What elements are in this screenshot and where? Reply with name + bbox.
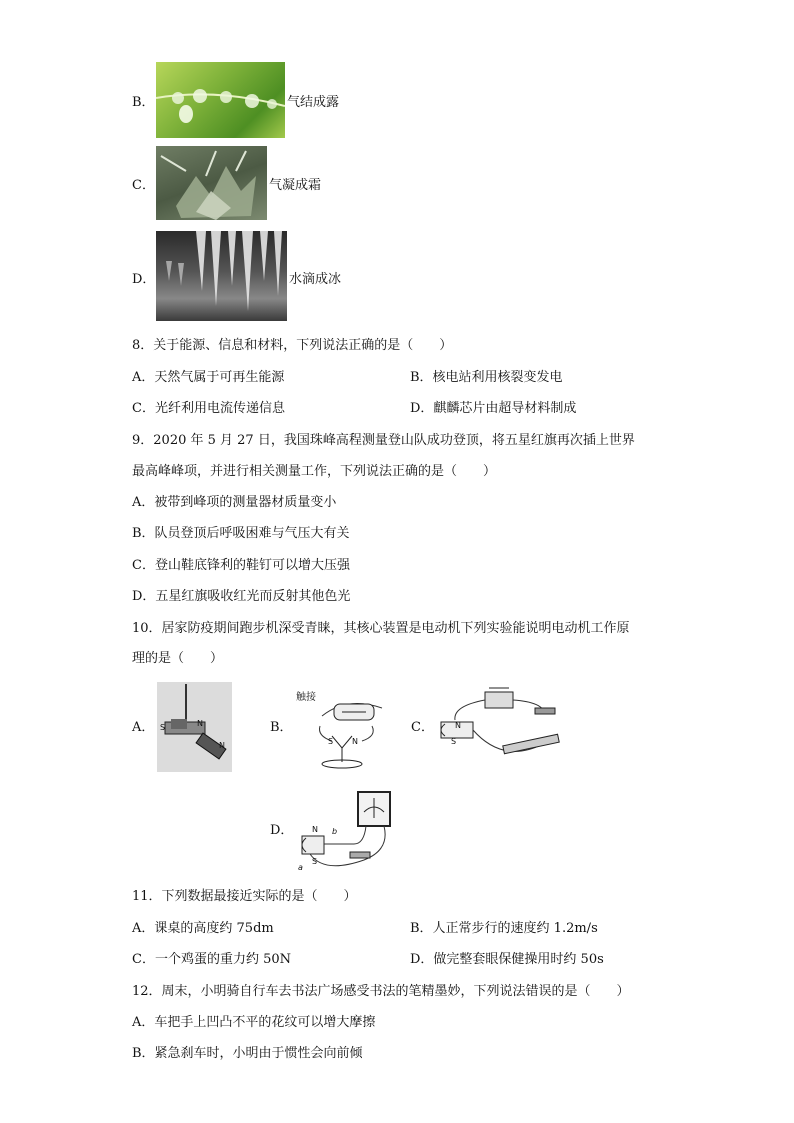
option-c-caption: 气凝成霜 bbox=[269, 178, 322, 193]
q10-option-b-letter: B． bbox=[270, 720, 293, 735]
q10-d-label-n: N bbox=[312, 825, 318, 834]
q10-c-label-n: N bbox=[455, 721, 461, 730]
q9-option-c: C．登山鞋底锋利的鞋钉可以增大压强 bbox=[132, 558, 350, 573]
q10-d-label-s: S bbox=[312, 857, 318, 866]
q12-option-a: A．车把手上凹凸不平的花纹可以增大摩擦 bbox=[132, 1015, 376, 1030]
option-b-caption: 气结成露 bbox=[287, 95, 340, 110]
q10-c-label-s: S bbox=[451, 737, 457, 746]
q10-d-label-b: b bbox=[332, 827, 338, 836]
q9-option-b: B．队员登顶后呼吸困难与气压大有关 bbox=[132, 526, 350, 541]
q8-option-c: C．光纤利用电流传递信息 bbox=[132, 401, 285, 416]
q8-option-a: A．天然气属于可再生能源 bbox=[132, 370, 285, 385]
q9-option-d: D．五星红旗吸收红光而反射其他色光 bbox=[132, 589, 351, 604]
q10-option-a-letter: A． bbox=[132, 720, 155, 735]
q8-option-d: D．麒麟芯片由超导材料制成 bbox=[410, 401, 577, 416]
q10-option-c-letter: C． bbox=[411, 720, 434, 735]
q12-option-b: B．紧急刹车时，小明由于惯性会向前倾 bbox=[132, 1046, 363, 1061]
q10-d-label-a: a bbox=[298, 863, 303, 872]
q10-b-label-s: S bbox=[328, 737, 334, 746]
q11-option-d: D．做完整套眼保健操用时约 50s bbox=[410, 952, 604, 967]
icicles-photo-icon bbox=[156, 231, 287, 321]
q10-a-label-n2: N bbox=[219, 741, 225, 750]
q11-stem: 11．下列数据最接近实际的是（ ） bbox=[132, 889, 357, 904]
q11-option-c: C．一个鸡蛋的重力约 50N bbox=[132, 952, 291, 967]
option-d-caption: 水滴成冰 bbox=[289, 272, 342, 287]
q10-stem-line2: 理的是（ ） bbox=[132, 651, 224, 666]
option-letter-b: B． bbox=[132, 95, 155, 110]
q11-option-a: A．课桌的高度约 75dm bbox=[132, 921, 274, 936]
q8-stem: 8．关于能源、信息和材料，下列说法正确的是（ ） bbox=[132, 338, 453, 353]
q9-stem-line1: 9．2020 年 5 月 27 日，我国珠峰高程测量登山队成功登顶，将五星红旗再次插上世界 bbox=[132, 433, 635, 448]
q12-stem: 12．周末，小明骑自行车去书法广场感受书法的笔精墨妙，下列说法错误的是（ ） bbox=[132, 984, 630, 999]
oersted-experiment-diagram-icon bbox=[157, 682, 232, 772]
q10-a-label-n1: N bbox=[197, 719, 203, 728]
q10-b-label-n: N bbox=[352, 737, 358, 746]
conductor-in-field-circuit-diagram-icon bbox=[433, 684, 573, 772]
q11-option-b: B．人正常步行的速度约 1.2m/s bbox=[410, 921, 598, 936]
option-letter-c: C． bbox=[132, 178, 155, 193]
coil-in-magnet-diagram-icon bbox=[292, 686, 397, 772]
q10-stem-line1: 10．居家防疫期间跑步机深受青睐，其核心装置是电动机下列实验能说明电动机工作原 bbox=[132, 621, 630, 636]
frost-leaves-photo-icon bbox=[156, 146, 267, 220]
dew-drops-photo-icon bbox=[156, 62, 285, 138]
generator-galvanometer-diagram-icon bbox=[294, 788, 402, 874]
q9-stem-line2: 最高峰峰项，并进行相关测量工作，下列说法正确的是（ ） bbox=[132, 464, 497, 479]
q10-a-label-s: S bbox=[160, 723, 166, 732]
option-letter-d: D． bbox=[132, 272, 156, 287]
q8-option-b: B．核电站利用核裂变发电 bbox=[410, 370, 563, 385]
q10-b-label-contact: 触接 bbox=[296, 692, 316, 703]
q10-option-d-letter: D． bbox=[270, 823, 294, 838]
q9-option-a: A．被带到峰项的测量器材质量变小 bbox=[132, 495, 337, 510]
